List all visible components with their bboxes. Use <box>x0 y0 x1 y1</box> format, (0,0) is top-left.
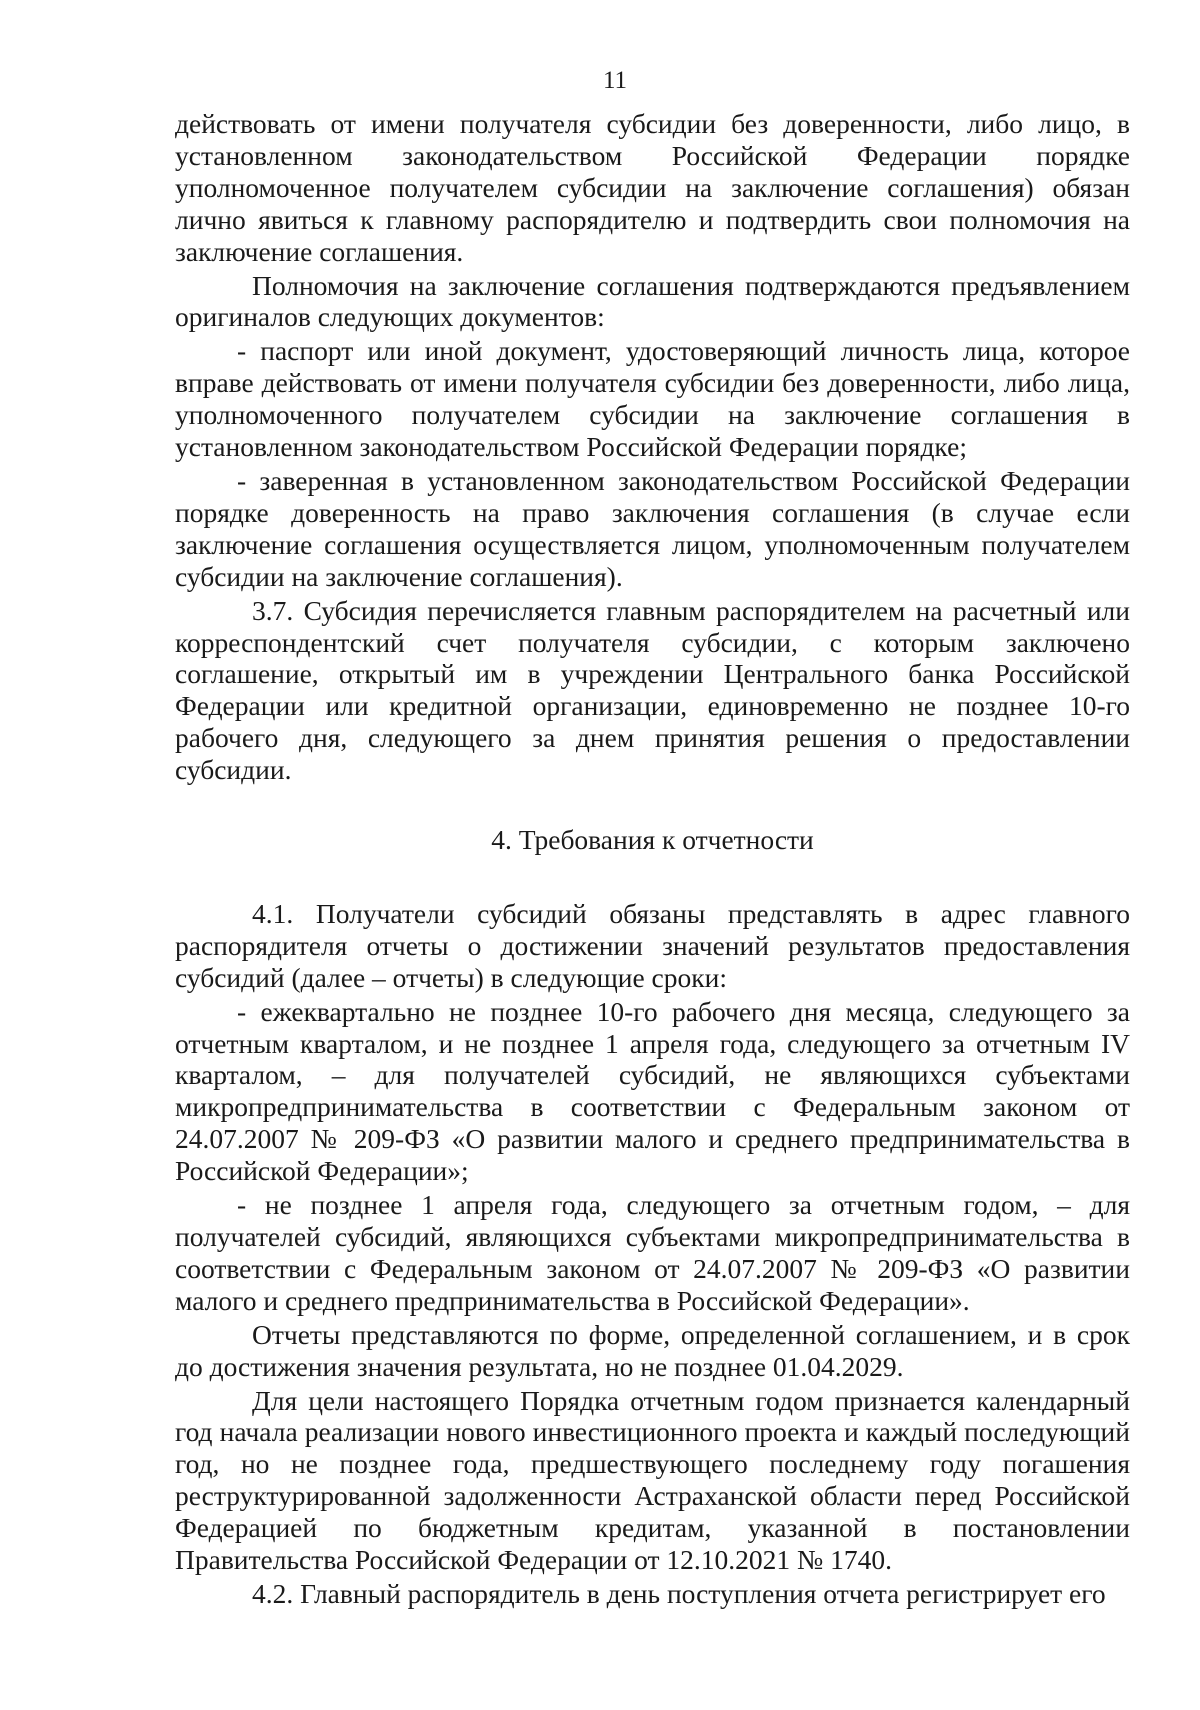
document-body <box>175 108 1130 1612</box>
list-item-quarterly: - ежеквартально не позднее 10-го рабочего дня месяца, следующего за отчетным кварталом, и не позднее 1 апреля года, следующего за отчетным IV кварталом, – для получателей субсидий, не являющихся субъектами микропредпринимательства в соответствии с Федеральным законом от 24.07.2007 № 209-ФЗ «О развитии малого и среднего предпринимательства в Российской Федерации»; <box>175 995 1130 1187</box>
list-item-passport: - паспорт или иной документ, удостоверяющий личность лица, которое вправе действовать от имени получателя субсидии без доверенности, либо лица, уполномоченного получателем субсидии на заключение соглашения в установленном законодательством Российской Федерации порядке; <box>175 335 1130 463</box>
paragraph-reporting-year: Для цели настоящего Порядка отчетным годом признается календарный год начала реализации нового инвестиционного проекта и каждый последующий год, но не позднее года, предшествующего последнему году погашения реструктурированной задолженности Астраханской области перед Российской Федерацией по бюджетным кредитам, указанной в постановлении Правительства Российской Федерации от 12.10.2021 № 1740. <box>175 1384 1130 1576</box>
list-item-annual: - не позднее 1 апреля года, следующего за отчетным годом, – для получателей субсидий, являющихся субъектами микропредпринимательства в соответствии с Федеральным законом от 24.07.2007 № 209-ФЗ «О развитии малого и среднего предпринимательства в Российской Федерации». <box>175 1189 1130 1316</box>
paragraph-report-form: Отчеты представляются по форме, определенной соглашением, и в срок до достижения значения результата, но не позднее 01.04.2029. <box>175 1318 1130 1382</box>
paragraph-3-7: 3.7. Субсидия перечисляется главным распорядителем на расчетный или корреспондентский счет получателя субсидии, с которым заключено соглашение, открытый им в учреждении Центрального банка Российской Федерации или кредитной организации, единовременно не позднее 10-го рабочего дня, следующего за днем принятия решения о предоставлении субсидии. <box>175 594 1130 786</box>
page-number: 11 <box>602 67 628 94</box>
paragraph-authority: Полномочия на заключение соглашения подтверждаются предъявлением оригиналов следующих документов: <box>175 269 1130 333</box>
paragraph-4-1: 4.1. Получатели субсидий обязаны представлять в адрес главного распорядителя отчеты о достижении значений результатов предоставления субсидий (далее – отчеты) в следующие сроки: <box>175 897 1130 993</box>
paragraph-continuation: действовать от имени получателя субсидии без доверенности, либо лицо, в установленном законодательством Российской Федерации порядке уполномоченное получателем субсидии на заключение соглашения) обязан лично явиться к главному распорядителю и подтвердить свои полномочия на заключение соглашения. <box>175 108 1130 267</box>
paragraph-4-2: 4.2. Главный распорядитель в день поступления отчета регистрирует его <box>252 1577 1106 1609</box>
list-item-power-of-attorney: - заверенная в установленном законодательством Российской Федерации порядке доверенность на право заключения соглашения (в случае если заключение соглашения осуществляется лицом, уполномоченным получателем субсидии на заключение соглашения). <box>175 464 1130 592</box>
section-title: 4. Требования к отчетности <box>491 824 814 856</box>
